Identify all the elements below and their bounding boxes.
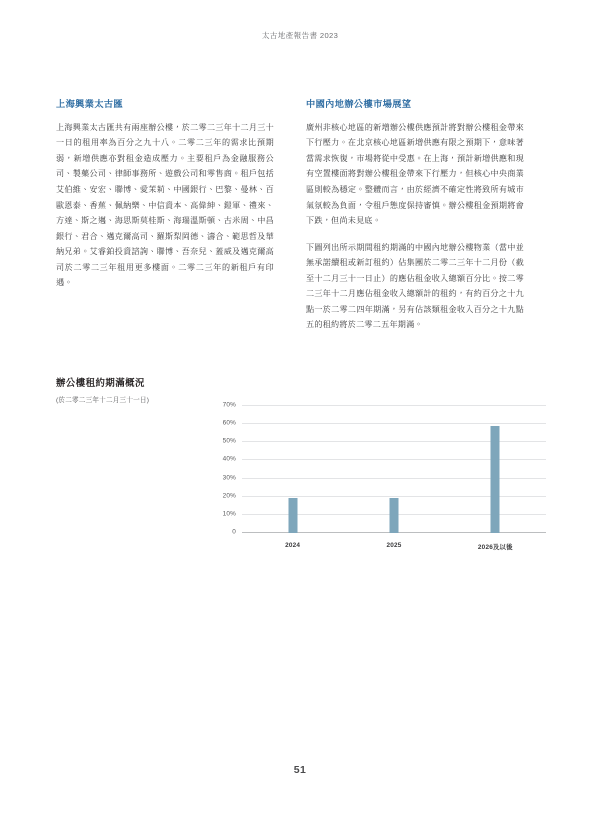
chart-bar (288, 498, 297, 533)
page-number: 51 (293, 764, 307, 776)
chart-x-axis-tick-label: 2025 (386, 542, 402, 549)
chart-y-axis-tick-label: 30% (222, 474, 236, 482)
running-header: 太古地產報告書 2023 (261, 31, 339, 40)
chart-x-axis-tick-label: 2024 (285, 542, 301, 549)
column-left (56, 98, 274, 333)
left-column-paragraph-1: 上海興業太古匯共有兩座辦公樓，於二零二三年十二月三十一日的租用率為百分之九十八。二零二三年的需求比預期弱，新增供應亦對租金造成壓力。主要租戶為金融服務公司、製藥公司、律師事務所、遊戲公司和零售商。租戶包括艾伯維、安宏、聯博、愛茉莉、中國銀行、巴黎、曼林、百歐恩泰、香蕉、佩納樂、中信資本、高偉紳、鎧軍、禮來、方達、斯之邁、海思斯莫桂斯、海瑞溫斯頓、古米周、中昌銀行、君合、邁克爾高司、羅斯梨岡德、濤合、範思哲及華納兄弟。艾睿鉑投資諮詢、聯博、吾奈兒、蓋威及邁克爾高司於二零二三年租用更多樓面。二零二三年的新租戶有印遇。 (56, 122, 274, 288)
column-right (306, 98, 524, 333)
chart-gridline (222, 401, 546, 409)
chart-gridline (222, 437, 546, 445)
chart-x-axis-tick-label: 2026及以後 (477, 544, 513, 551)
chart-y-axis-tick-label: 10% (222, 510, 236, 518)
chart-subtitle: (於二零二三年十二月三十一日) (56, 397, 150, 405)
chart-gridline (222, 474, 546, 482)
chart-y-axis-tick-label: 70% (222, 401, 236, 409)
chart-gridline (222, 455, 546, 463)
chart-y-axis-tick-label: 40% (222, 455, 236, 463)
body-columns (56, 98, 548, 333)
chart-y-axis-tick-label: 60% (222, 419, 236, 427)
chart-plot-area (222, 401, 546, 551)
right-column-paragraph-1: 廣州非核心地區的新增辦公樓供應預計將對辦公樓租金帶來下行壓力。在北京核心地區新增供應有限之預期下，意味著當需求恢復，市場將從中受惠。在上海，預計新增供應和現有空置樓面將對辦公樓租金帶來下行壓力，但核心中央商業區則較為穩定。整體而言，由於經濟不確定性將致所有城市氣氛較為負面，令租戶態度保持審慎。辦公樓租金預期將會下跌，但尚未見底。 (306, 122, 524, 226)
chart-gridline (222, 492, 546, 500)
chart-y-axis-tick-label: 50% (222, 437, 236, 445)
right-column-heading: 中國內地辦公樓市場展望 (306, 99, 412, 109)
chart-bar (390, 498, 399, 533)
chart-bar (491, 426, 500, 533)
lease-expiry-bar-chart (208, 400, 548, 565)
chart-title-group (56, 376, 206, 405)
chart-title: 辦公樓租約期滿概況 (56, 377, 145, 388)
left-column-heading: 上海興業太古匯 (56, 99, 124, 109)
right-column-paragraph-2: 下圖列出所示期間租約期滿的中國內地辦公樓物業（當中並無承諾續租或新訂租約）佔集團於二零二三年十二月份（截至十二月三十一日止）的應佔租金收入總額百分比。按二零二三年十二月應佔租金收入總額計的租約，有約百分之十九點一於二零二四年期滿，另有佔該類租金收入百分之十九點五的租約將於二零二五年期滿。 (306, 242, 524, 330)
chart-y-axis-tick-label: 20% (222, 492, 236, 500)
chart-gridline (222, 419, 546, 427)
chart-y-axis-tick-label: 0 (232, 528, 236, 536)
